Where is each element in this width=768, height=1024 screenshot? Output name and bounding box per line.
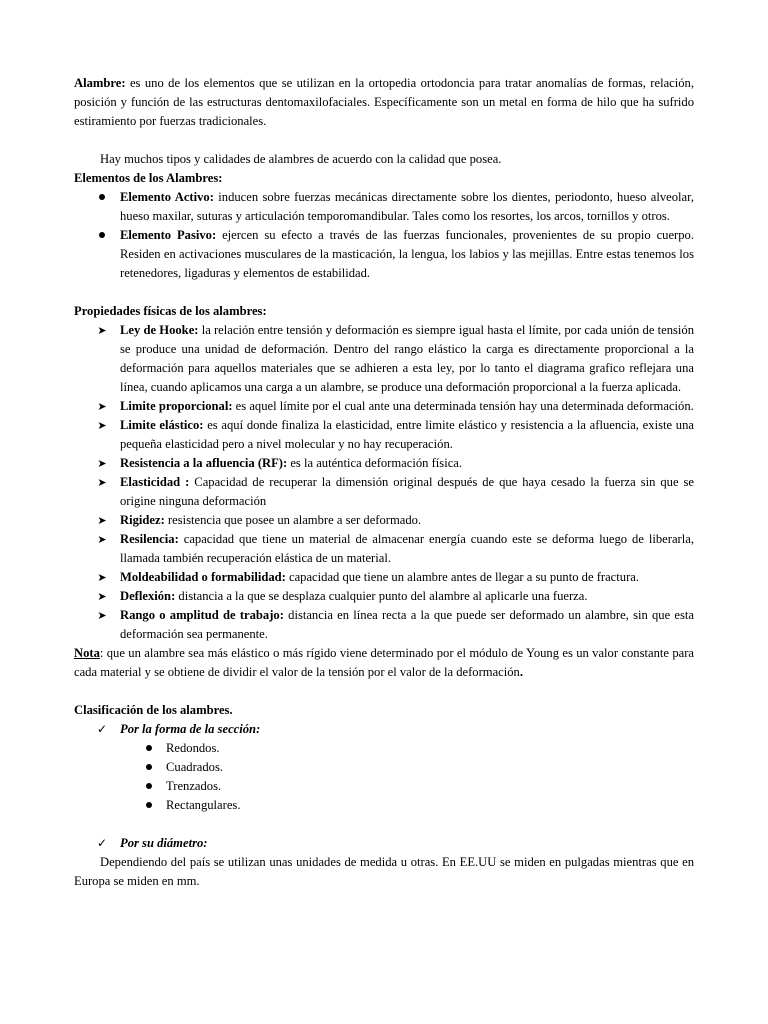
types-sentence: Hay muchos tipos y calidades de alambres de acuerdo con la calidad que posea.	[100, 152, 502, 166]
list-item: Redondos.	[74, 739, 694, 758]
list-item: Trenzados.	[74, 777, 694, 796]
item-term: Resistencia a la afluencia (RF):	[120, 456, 288, 470]
item-text: resistencia que posee un alambre a ser deformado.	[164, 513, 422, 527]
classification-form-list	[74, 720, 694, 739]
list-item	[74, 511, 694, 530]
note-text: : que un alambre sea más elástico o más rígido viene determinado por el módulo de Young es un valor constante para cada material y se obtiene de dividir el valor de la tensión por el valor de la deformación	[74, 646, 694, 679]
list-item	[74, 226, 694, 283]
item-term: Moldeabilidad o formabilidad:	[120, 570, 286, 584]
item-text: Capacidad de recuperar la dimensión original después de que haya cesado la fuerza sin que se origine ninguna deformación	[120, 475, 694, 508]
item-term: Limite elástico:	[120, 418, 204, 432]
list-item	[74, 568, 694, 587]
checkmark-icon: ✓	[96, 836, 108, 850]
item-term: Elasticidad :	[120, 475, 190, 489]
item-text: distancia en línea recta a la que puede ser deformado un alambre, sin que esta deformación sea permanente.	[120, 608, 695, 641]
section-diameter-title: Por su diámetro:	[120, 836, 208, 850]
classification-diameter-list	[74, 834, 694, 853]
arrow-bullet-icon: ➤	[97, 419, 107, 432]
item-text: ejercen su efecto a través de las fuerzas funcionales, provenientes de su propio cuerpo. Residen en activaciones musculares de la masticación, la lengua, los labios y las mejillas. Entre estas tenemos los retenedores, ligaduras y elementos de estabilidad.	[120, 228, 694, 280]
bullet-icon	[94, 188, 110, 207]
item-text: es la auténtica deformación física.	[287, 456, 463, 470]
arrow-bullet-icon: ➤	[97, 590, 107, 603]
item-term: Elemento Activo:	[120, 190, 214, 204]
arrow-bullet-icon: ➤	[97, 457, 107, 470]
item-text: capacidad que tiene un material de almacenar energía cuando este se deforma luego de liberarla, llamada también recuperación elástica de un material.	[120, 532, 694, 565]
list-item	[74, 416, 694, 454]
intro-text: es uno de los elementos que se utilizan en la ortopedia ortodoncia para tratar anomalías de formas, relación, posición y función de las estructuras dentomaxilofaciales. Específicamente son un metal en forma de hilo que ha sufrido estiramiento por fuerzas tradicionales.	[74, 76, 694, 128]
diameter-paragraph: Dependiendo del país se utilizan unas unidades de medida u otras. En EE.UU se miden en pulgadas mientras que en Europa se miden en mm.	[74, 855, 694, 888]
arrow-bullet-icon: ➤	[97, 514, 107, 527]
arrow-bullet-icon: ➤	[97, 609, 107, 622]
list-item	[74, 473, 694, 511]
bullet-icon	[94, 226, 110, 245]
properties-heading: Propiedades físicas de los alambres:	[74, 304, 267, 318]
item-text: la relación entre tensión y deformación es siempre igual hasta el límite, por cada unión de tensión se produce una unidad de deformación. Dentro del rango elástico la carga es directamente proporcional a la deformación para aquellos materiales que se adhieren a esta ley, por lo tanto el diagrama grafico reflejara una línea, cuando aplicamos una carga a un alambre, se produce una deformación proporcional a la fuerza aplicada.	[120, 323, 694, 394]
list-item	[74, 587, 694, 606]
classification-heading: Clasificación de los alambres.	[74, 703, 233, 717]
elements-heading: Elementos de los Alambres:	[74, 171, 223, 185]
bullet-icon	[142, 796, 156, 815]
list-item	[74, 720, 694, 739]
item-term: Deflexión:	[120, 589, 176, 603]
item-term: Rango o amplitud de trabajo:	[120, 608, 284, 622]
item-text: distancia a la que se desplaza cualquier punto del alambre al aplicarle una fuerza.	[175, 589, 588, 603]
list-item	[74, 530, 694, 568]
bullet-icon	[142, 758, 156, 777]
list-item	[74, 397, 694, 416]
intro-term: Alambre:	[74, 76, 126, 90]
bullet-icon	[142, 777, 156, 796]
item-text: capacidad que tiene un alambre antes de llegar a su punto de fractura.	[285, 570, 640, 584]
section-form-title: Por la forma de la sección:	[120, 722, 261, 736]
arrow-bullet-icon: ➤	[97, 324, 107, 337]
bullet-icon	[142, 739, 156, 758]
item-text: inducen sobre fuerzas mecánicas directamente sobre los dientes, periodonto, hueso alveolar, hueso maxilar, suturas y articulación temporomandibular. Tales como los resortes, los arcos, tornillos y otros.	[120, 190, 694, 223]
arrow-bullet-icon: ➤	[97, 571, 107, 584]
arrow-bullet-icon: ➤	[97, 400, 107, 413]
elements-list	[74, 188, 694, 283]
list-item: Cuadrados.	[74, 758, 694, 777]
item-text: es aquel límite por el cual ante una determinada tensión hay una determinada deformación.	[232, 399, 694, 413]
item-term: Limite proporcional:	[120, 399, 233, 413]
list-item	[74, 834, 694, 853]
item-term: Ley de Hooke:	[120, 323, 199, 337]
intro-paragraph	[74, 74, 694, 131]
list-item	[74, 454, 694, 473]
list-item: Rectangulares.	[74, 796, 694, 815]
forms-list	[74, 739, 694, 815]
list-item	[74, 321, 694, 397]
item-text: es aquí donde finaliza la elasticidad, entre limite elástico y resistencia a la afluencia, existe una pequeña elasticidad pero a nivel molecular y no hay recuperación.	[120, 418, 694, 451]
item-term: Elemento Pasivo:	[120, 228, 217, 242]
list-item	[74, 606, 694, 644]
list-item	[74, 188, 694, 226]
arrow-bullet-icon: ➤	[97, 476, 107, 489]
properties-list	[74, 321, 694, 644]
arrow-bullet-icon: ➤	[97, 533, 107, 546]
item-term: Rigidez:	[120, 513, 165, 527]
item-term: Resilencia:	[120, 532, 179, 546]
note-end: .	[519, 665, 524, 679]
note-term: Nota	[74, 646, 100, 660]
note-paragraph	[74, 644, 694, 682]
checkmark-icon: ✓	[96, 722, 108, 736]
